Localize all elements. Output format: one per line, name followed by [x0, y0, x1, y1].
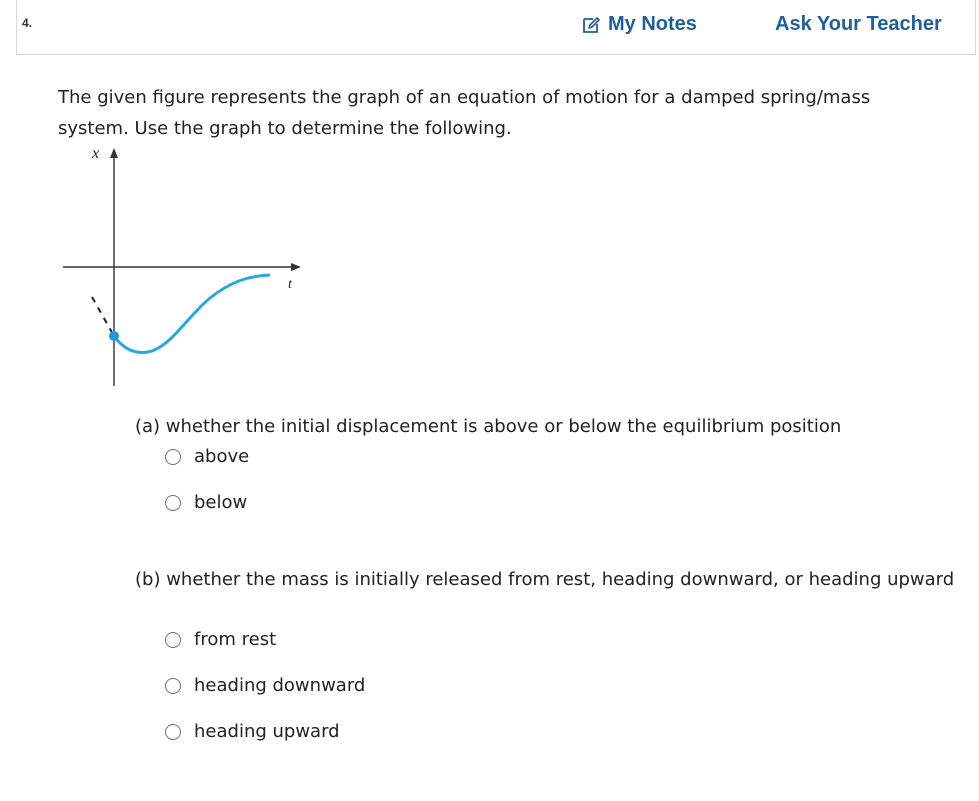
- option-above[interactable]: [165, 446, 249, 467]
- option-below-label: below: [194, 492, 248, 513]
- option-heading-upward[interactable]: [165, 721, 340, 742]
- damped-motion-graph: [58, 140, 308, 390]
- option-below[interactable]: [165, 492, 247, 513]
- question-prompt: The given figure represents the graph of an equation of motion for a damped spring/mass system. Use the graph to determine the following.: [58, 87, 871, 139]
- option-above-label: above: [194, 446, 250, 467]
- x-axis-label: t: [288, 277, 292, 292]
- radio-heading-upward[interactable]: [165, 724, 181, 740]
- option-from-rest[interactable]: [165, 629, 276, 650]
- y-axis-label: x: [92, 145, 100, 162]
- radio-from-rest[interactable]: [165, 632, 181, 648]
- radio-heading-downward[interactable]: [165, 678, 181, 694]
- prior-motion-dashed: [92, 297, 114, 336]
- y-axis-arrow: [110, 148, 118, 158]
- option-heading-upward-label: heading upward: [194, 721, 340, 742]
- notes-icon: [582, 16, 600, 34]
- radio-below[interactable]: [165, 495, 181, 511]
- damped-curve: [114, 275, 270, 352]
- my-notes-button[interactable]: [582, 13, 697, 36]
- question-number: 4.: [22, 16, 33, 30]
- part-a-question: (a) whether the initial displacement is above or below the equilibrium position: [135, 416, 842, 437]
- option-heading-downward[interactable]: [165, 675, 365, 696]
- part-b-question: (b) whether the mass is initially released from rest, heading downward, or heading upward: [135, 569, 955, 590]
- radio-above[interactable]: [165, 449, 181, 465]
- my-notes-label: My Notes: [608, 13, 697, 35]
- ask-your-teacher-button[interactable]: Ask Your Teacher: [775, 13, 942, 35]
- option-heading-downward-label: heading downward: [194, 675, 366, 696]
- initial-point: [109, 331, 119, 341]
- option-from-rest-label: from rest: [194, 629, 277, 650]
- x-axis-arrow: [291, 263, 301, 271]
